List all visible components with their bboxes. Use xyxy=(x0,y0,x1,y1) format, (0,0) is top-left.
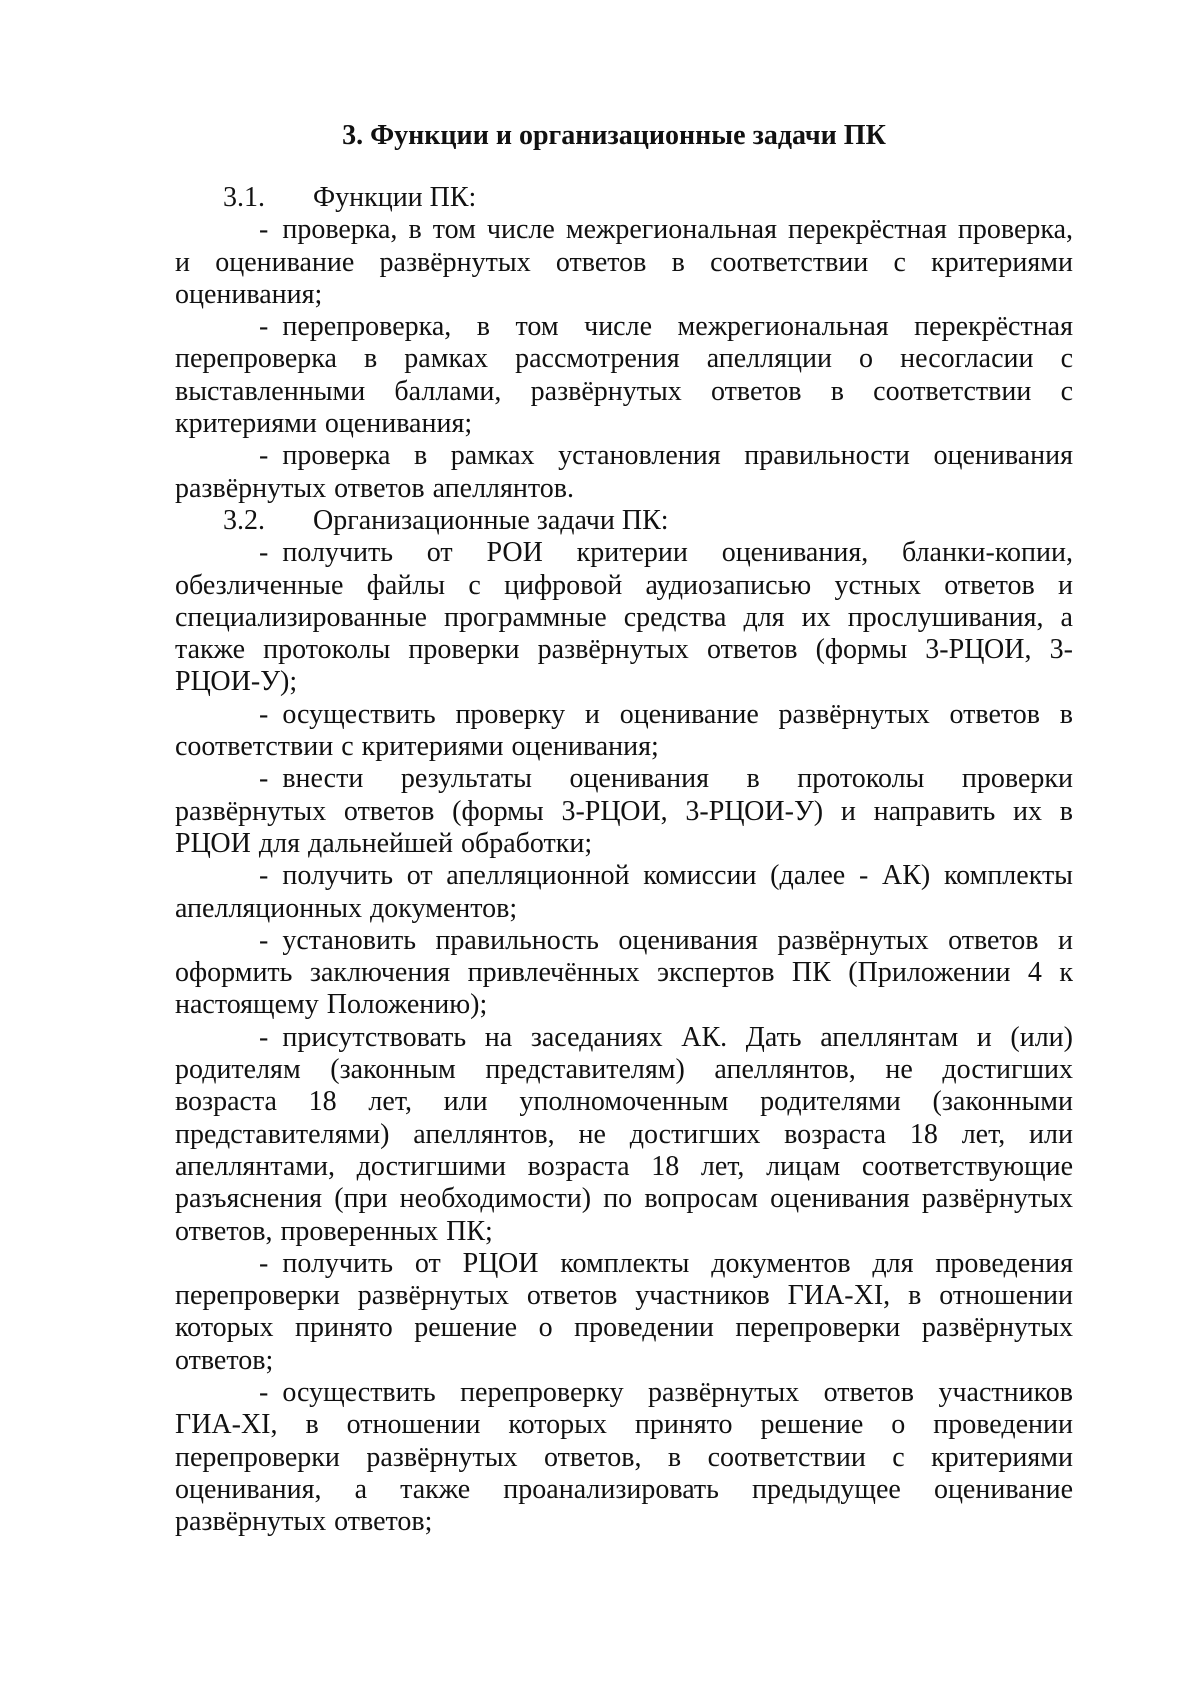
dash-bullet: - xyxy=(259,1021,269,1053)
document-body xyxy=(175,182,1073,1538)
list-item xyxy=(175,763,1073,860)
section-number: 3.1. xyxy=(223,182,265,213)
list-item-text: внести результаты оценивания в протоколы проверки развёрнутых ответов (формы 3-РЦОИ, 3-РЦОИ-У) и направить их в РЦОИ для дальнейшей обработки; xyxy=(175,763,1073,859)
list-item-text: осуществить перепроверку развёрнутых ответов участников ГИА-XI, в отношении которых принято решение о проведении перепроверки развёрнутых ответов, в соответствии с критериями оценивания, а также проанализировать предыдущее оценивание развёрнутых ответов; xyxy=(175,1376,1073,1538)
dash-bullet: - xyxy=(259,537,269,569)
section-title: Организационные задачи ПК: xyxy=(313,504,669,536)
list-item xyxy=(175,1377,1073,1538)
list-item-text: проверка, в том числе межрегиональная перекрёстная проверка, и оценивание развёрнутых ответов в соответствии с критериями оценивания; xyxy=(175,214,1073,310)
list-item xyxy=(175,214,1073,311)
list-item xyxy=(175,1248,1073,1377)
dash-bullet: - xyxy=(259,698,269,730)
list-item-text: проверка в рамках установления правильности оценивания развёрнутых ответов апеллянтов. xyxy=(175,440,1073,504)
section-heading-3-1 xyxy=(175,182,1073,214)
list-item xyxy=(175,925,1073,1022)
section-title: Функции ПК: xyxy=(313,182,477,213)
dash-bullet: - xyxy=(259,1376,269,1408)
section-heading-3-2 xyxy=(175,505,1073,537)
list-item-text: получить от РЦОИ комплекты документов для проведения перепроверки развёрнутых ответов участников ГИА-XI, в отношении которых принято решение о проведении перепроверки развёрнутых ответов; xyxy=(175,1247,1073,1376)
list-item xyxy=(175,537,1073,698)
dash-bullet: - xyxy=(259,924,269,956)
list-item-text: установить правильность оценивания развёрнутых ответов и оформить заключения привлечённых экспертов ПК (Приложении 4 к настоящему Положению); xyxy=(175,924,1073,1021)
list-item-text: присутствовать на заседаниях АК. Дать апеллянтам и (или) родителям (законным представителям) апеллянтов, не достигших возраста 18 лет, или уполномоченным родителями (законными представителями) апеллянтов, не достигших возраста 18 лет, или апеллянтами, достигшими возраста 18 лет, лицам соответствующие разъяснения (при необходимости) по вопросам оценивания развёрнутых ответов, проверенных ПК; xyxy=(175,1021,1073,1247)
list-item-text: получить от РОИ критерии оценивания, бланки-копии, обезличенные файлы с цифровой аудиозаписью устных ответов и специализированные программные средства для их прослушивания, а также протоколы проверки развёрнутых ответов (формы 3-РЦОИ, 3-РЦОИ-У); xyxy=(175,537,1073,698)
list-item-text: перепроверка, в том числе межрегиональная перекрёстная перепроверка в рамках рассмотрения апелляции о несогласии с выставленными баллами, развёрнутых ответов в соответствии с критериями оценивания; xyxy=(175,311,1073,440)
dash-bullet: - xyxy=(259,440,269,472)
page-title: 3. Функции и организационные задачи ПК xyxy=(342,120,886,151)
list-item-text: получить от апелляционной комиссии (далее - АК) комплекты апелляционных документов; xyxy=(175,860,1073,924)
list-item xyxy=(175,860,1073,925)
dash-bullet: - xyxy=(259,860,269,892)
list-item-text: осуществить проверку и оценивание развёрнутых ответов в соответствии с критериями оценивания; xyxy=(175,698,1073,763)
list-item xyxy=(175,440,1073,505)
list-item xyxy=(175,699,1073,764)
list-item xyxy=(175,311,1073,440)
dash-bullet: - xyxy=(259,214,269,246)
section-number: 3.2. xyxy=(223,504,265,536)
list-item xyxy=(175,1022,1073,1248)
dash-bullet: - xyxy=(259,311,269,343)
dash-bullet: - xyxy=(259,763,269,795)
dash-bullet: - xyxy=(259,1247,269,1279)
